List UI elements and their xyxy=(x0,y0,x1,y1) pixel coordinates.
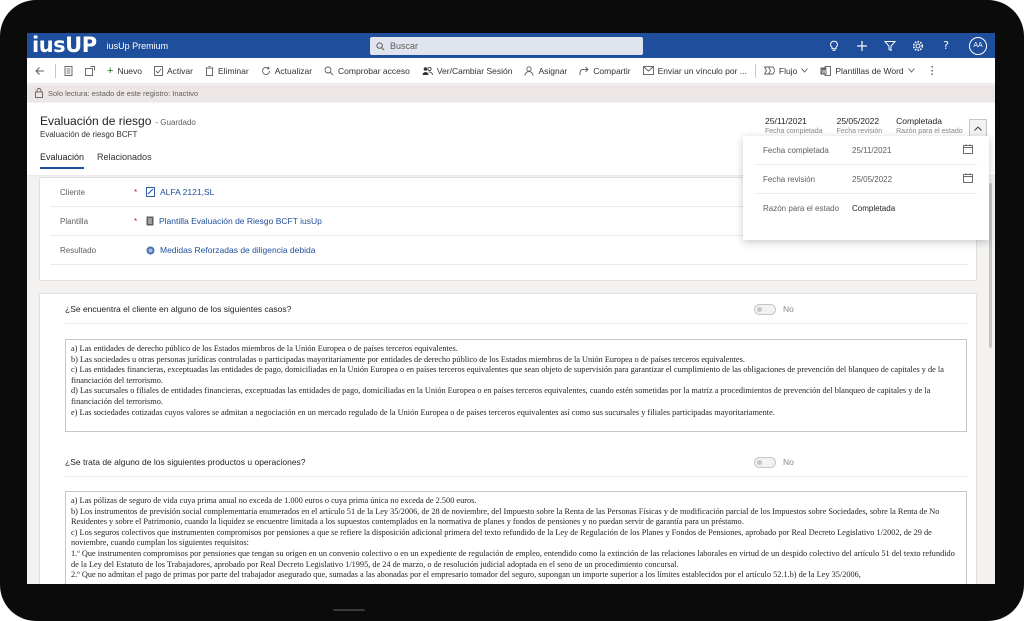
header-field-label: Razón para el estado xyxy=(896,128,963,135)
search-placeholder: Buscar xyxy=(390,41,419,51)
questionnaire-section xyxy=(39,293,977,584)
users-icon xyxy=(422,66,433,76)
question-1-label: ¿Se encuentra el cliente en alguno de los siguientes casos? xyxy=(65,304,292,314)
header-fields xyxy=(765,116,963,135)
app-screen xyxy=(27,33,995,584)
open-new-window-button[interactable] xyxy=(79,58,101,84)
resultado-lookup-link[interactable] xyxy=(146,245,315,255)
result-record-icon xyxy=(146,246,155,255)
cliente-value: ALFA 2121,SL xyxy=(160,187,215,197)
record-title xyxy=(40,114,196,128)
flyout-field-label: Fecha completada xyxy=(763,145,829,155)
app-name[interactable]: iusUp Premium xyxy=(106,40,169,51)
open-window-icon xyxy=(85,66,95,76)
plantilla-value: Plantilla Evaluación de Riesgo BCFT iusUp xyxy=(159,216,322,226)
new-button[interactable] xyxy=(101,58,148,84)
flyout-field-value[interactable]: 25/05/2022 xyxy=(852,174,893,184)
record-tabs xyxy=(40,152,152,169)
person-icon xyxy=(524,66,534,76)
flow-button[interactable] xyxy=(758,58,814,84)
word-templates-button-label: Plantillas de Word xyxy=(835,65,904,76)
search-input[interactable] xyxy=(370,37,643,55)
form-view-button[interactable] xyxy=(58,58,79,84)
cliente-lookup-link[interactable] xyxy=(146,187,214,197)
field-label: Resultado xyxy=(60,245,97,255)
check-access-button-label: Comprobar acceso xyxy=(338,65,410,76)
new-button-label: Nuevo xyxy=(117,65,143,76)
question-1-line: d) Las sucursales o filiales de entidades financieras, exceptuadas las entidades de pago, domiciliadas en la Unión Europea o en países terceros equivalentes, cuando estén sometidas por la matriz a procedimientos de prevención del blanqueo de capitales y de la financiación del terrorismo. xyxy=(71,386,931,406)
assign-button-label: Asignar xyxy=(538,65,568,76)
record-entity-form: Evaluación de riesgo BCFT xyxy=(40,130,138,139)
delete-button[interactable] xyxy=(199,58,255,84)
check-access-button[interactable] xyxy=(318,58,416,84)
question-2-toggle[interactable] xyxy=(754,457,776,468)
flyout-row-review-date xyxy=(755,165,977,194)
header-field-label: Fecha completada xyxy=(765,128,823,135)
activate-icon xyxy=(154,66,163,76)
activate-button-label: Activar xyxy=(167,65,193,76)
user-avatar[interactable]: AA xyxy=(969,37,987,55)
header-fields-flyout xyxy=(743,136,989,240)
back-arrow-icon xyxy=(35,66,45,76)
record-title-text: Evaluación de riesgo xyxy=(40,114,152,128)
vertical-scrollbar[interactable] xyxy=(989,183,992,348)
calendar-icon[interactable] xyxy=(963,173,973,183)
share-icon xyxy=(579,66,589,76)
share-button[interactable] xyxy=(573,58,636,84)
gear-icon[interactable] xyxy=(911,39,925,53)
email-link-button-label: Enviar un vínculo por ... xyxy=(657,65,747,76)
flyout-field-value[interactable]: 25/11/2021 xyxy=(852,145,892,155)
header-field-value: 25/05/2022 xyxy=(836,116,880,126)
delete-button-label: Eliminar xyxy=(218,65,249,76)
app-logo[interactable]: iusUP xyxy=(32,33,97,57)
lightbulb-icon[interactable] xyxy=(827,39,841,53)
flyout-row-status-reason xyxy=(755,194,977,223)
refresh-icon xyxy=(261,66,271,76)
question-2-line: b) Los instrumentos de previsión social complementaria enumerados en el artículo 51 de la Ley 35/2006, de 28 de noviembre, del Impuesto sobre la Renta de las Personas Físicas y de modificación parcial de los Impuestos sobre Sociedades, sobre la Renta de No Residentes y sobre el Patrimonio, cuando la liquidez se encuentre limitada a los supuestos contemplados en la normativa de planes y fondos de pensiones y no puedan servir de garantía para un préstamo. xyxy=(71,506,940,527)
header-field-label: Fecha revisión xyxy=(836,128,883,135)
word-icon xyxy=(820,66,831,76)
question-2-divider xyxy=(65,476,967,477)
assign-button[interactable] xyxy=(518,58,573,84)
flyout-field-label: Razón para el estado xyxy=(763,204,840,213)
question-2-line: 2.º Que no admitan el pago de primas por parte del trabajador asegurado que, sumadas a las abonadas por el empresario tomador del seguro, supongan un importe superior a los límites establecidos por el artículo 52.1.b) de la Ley 35/2006, xyxy=(71,570,861,580)
email-link-button[interactable] xyxy=(637,58,753,84)
question-2-line: a) Las pólizas de seguro de vida cuya prima anual no exceda de 1.000 euros o cuya prima única no exceda de 2.500 euros. xyxy=(71,496,477,505)
resultado-value: Medidas Reforzadas de diligencia debida xyxy=(160,245,316,255)
plantilla-lookup-link[interactable] xyxy=(146,216,322,226)
plus-icon[interactable] xyxy=(855,39,869,53)
readonly-notification-text: Solo lectura: estado de este registro: Inactivo xyxy=(48,89,199,98)
switch-session-button-label: Ver/Cambiar Sesión xyxy=(436,65,513,76)
question-1-toggle[interactable] xyxy=(754,304,776,315)
device-home-indicator xyxy=(333,609,365,611)
question-1-line: a) Las entidades de derecho público de los Estados miembros de la Unión Europea o de países terceros equivalentes. xyxy=(71,344,458,353)
svg-text:W: W xyxy=(821,68,827,75)
search-icon xyxy=(376,42,385,51)
word-templates-button[interactable] xyxy=(814,58,920,84)
tab-evaluacion[interactable]: Evaluación xyxy=(40,152,84,169)
flyout-field-label: Fecha revisión xyxy=(763,174,816,184)
calendar-icon[interactable] xyxy=(963,144,973,154)
question-2-line: 1.º Que instrumenten compromisos por pensiones que tengan su origen en un convenio colectivo o en un expediente de regulación de empleo, entendido como la extinción de las relaciones laborales en virtud de un despido colectivo del artículo 51 del texto refundido de la Ley del Estatuto de los Trabajadores, aprobado por Real Decreto Legislativo 1/1995, de 24 de marzo, o de resolución judicial adoptada en el seno de un procedimiento concursal. xyxy=(71,548,955,569)
readonly-notification xyxy=(27,85,995,102)
flyout-row-completed-date xyxy=(755,136,977,165)
mail-icon xyxy=(643,66,654,75)
header-field-completed-date xyxy=(765,116,823,135)
question-1-line: b) Las sociedades u otras personas jurídicas controladas o participadas mayoritariamente por entidades de derecho público de los Estados miembros de la Unión Europea o de países terceros equivalentes. xyxy=(71,354,745,364)
question-2-textbox[interactable] xyxy=(65,491,967,584)
plus-icon: + xyxy=(107,64,114,77)
command-separator xyxy=(755,64,756,78)
form-icon xyxy=(64,66,73,76)
chevron-up-icon xyxy=(974,126,982,131)
activate-button[interactable] xyxy=(148,58,199,84)
filter-icon[interactable] xyxy=(883,39,897,53)
chevron-down-icon xyxy=(801,68,808,73)
field-label: Cliente xyxy=(60,187,85,197)
more-commands-button[interactable]: ⋮ xyxy=(926,65,938,77)
question-1-toggle-label: No xyxy=(783,304,794,314)
help-icon[interactable]: ? xyxy=(943,39,949,52)
question-1-textbox[interactable] xyxy=(65,339,967,432)
chevron-down-icon xyxy=(908,68,915,73)
lock-icon xyxy=(35,88,43,98)
command-separator xyxy=(55,64,56,78)
field-resultado xyxy=(50,236,968,265)
header-collapse-button[interactable] xyxy=(969,119,987,137)
refresh-button-label: Actualizar xyxy=(274,65,313,76)
question-1-divider xyxy=(65,323,967,324)
top-navigation-bar xyxy=(27,33,995,58)
template-document-icon xyxy=(146,216,154,226)
header-field-value: Completada xyxy=(896,116,942,126)
required-marker: * xyxy=(134,187,138,197)
flow-button-label: Flujo xyxy=(778,65,798,76)
header-field-review-date xyxy=(837,116,883,135)
back-button[interactable] xyxy=(33,58,53,84)
switch-session-button[interactable] xyxy=(416,58,519,84)
question-1-line: c) Las entidades financieras, exceptuadas las entidades de pago, domiciliadas en la Unión Europea o en países terceros equivalentes que sean objeto de supervisión para garantizar el cumplimiento de las obligaciones de prevención del blanqueo de capitales y de la financiación del terrorismo. xyxy=(71,365,944,385)
field-label: Plantilla xyxy=(60,216,89,226)
tab-relacionados[interactable]: Relacionados xyxy=(97,152,152,162)
required-marker: * xyxy=(134,216,138,226)
header-field-status-reason xyxy=(896,116,963,135)
command-bar xyxy=(27,58,995,84)
question-2-line: c) Los seguros colectivos que instrumenten compromisos por pensiones a que se refiere la disposición adicional primera del texto refundido de la Ley de Regulación de los Planes y Fondos de Pensiones, aprobado por Real Decreto Legislativo 1/2002, de 29 de noviembre, cuando cumplan los siguientes requisitos: xyxy=(71,527,932,548)
trash-icon xyxy=(205,66,214,76)
question-2-label: ¿Se trata de alguno de los siguientes productos u operaciones? xyxy=(65,457,306,467)
question-1-line: e) Las sociedades cotizadas cuyos valores se admitan a negociación en un mercado regulado de la Unión Europea o de países terceros equivalentes así como sus sucursales y filiales participadas mayoritariamente. xyxy=(71,407,775,417)
search-icon xyxy=(324,66,334,76)
share-button-label: Compartir xyxy=(593,65,631,76)
flow-icon xyxy=(764,66,775,75)
refresh-button[interactable] xyxy=(255,58,318,84)
account-record-icon xyxy=(146,187,155,197)
save-status: - Guardado xyxy=(155,118,196,127)
flyout-field-value[interactable]: Completada xyxy=(852,204,896,213)
header-field-value: 25/11/2021 xyxy=(765,116,807,126)
question-2-toggle-label: No xyxy=(783,457,794,467)
